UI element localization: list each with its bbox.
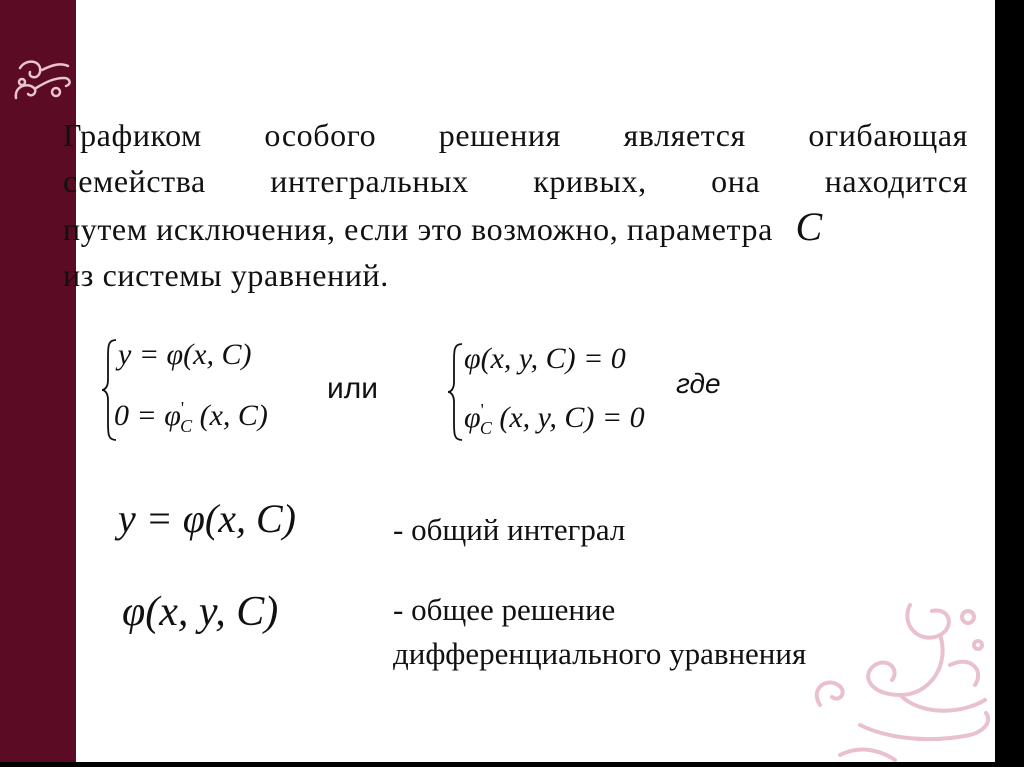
system2-eq2-right: (x, y, C) = 0 — [499, 401, 645, 434]
general-integral-formula: y = φ(x, C) — [118, 496, 296, 541]
parameter-symbol: C — [795, 204, 823, 249]
general-solution-label — [393, 588, 806, 676]
system1-equation-1: y = φ(x, C) — [118, 338, 252, 371]
general-solution-formula: φ(x, y, C) — [122, 589, 279, 635]
system2-equation-2 — [464, 400, 645, 439]
left-brace-icon — [446, 342, 464, 442]
paragraph-line-1: Графиком особого решения является огибающая — [63, 117, 968, 153]
paragraph-line-2: семейства интегральных кривых, она находится — [63, 163, 968, 199]
subscript-c: C — [479, 418, 492, 438]
general-solution-label-line-1: - общее решение — [393, 592, 616, 627]
floral-ornament-icon — [6, 48, 76, 108]
paragraph-line-3-text: путем исключения, если это возможно, параметра — [63, 211, 773, 247]
floral-corner-ornament-icon — [800, 585, 995, 762]
general-solution-label-line-2: дифференциального уравнения — [393, 636, 807, 671]
paragraph-line-4: из системы уравнений. — [63, 257, 389, 293]
or-connector: или — [327, 372, 379, 405]
equation-system-1 — [100, 338, 310, 448]
prime-mark: ' — [180, 398, 185, 418]
main-paragraph — [63, 112, 968, 298]
system1-eq2-left: 0 = φ — [114, 399, 181, 432]
general-integral-label: - общий интеграл — [393, 512, 626, 547]
system2-eq2-left: φ — [464, 401, 481, 434]
system1-equation-2 — [114, 398, 268, 437]
where-label: где — [676, 368, 721, 399]
equation-system-2 — [446, 342, 696, 452]
paragraph-line-3 — [63, 204, 968, 252]
system1-eq2-right: (x, C) — [199, 399, 268, 432]
subscript-c: C — [180, 416, 193, 436]
prime-mark: ' — [480, 400, 484, 420]
system2-equation-1: φ(x, y, C) = 0 — [464, 342, 626, 375]
